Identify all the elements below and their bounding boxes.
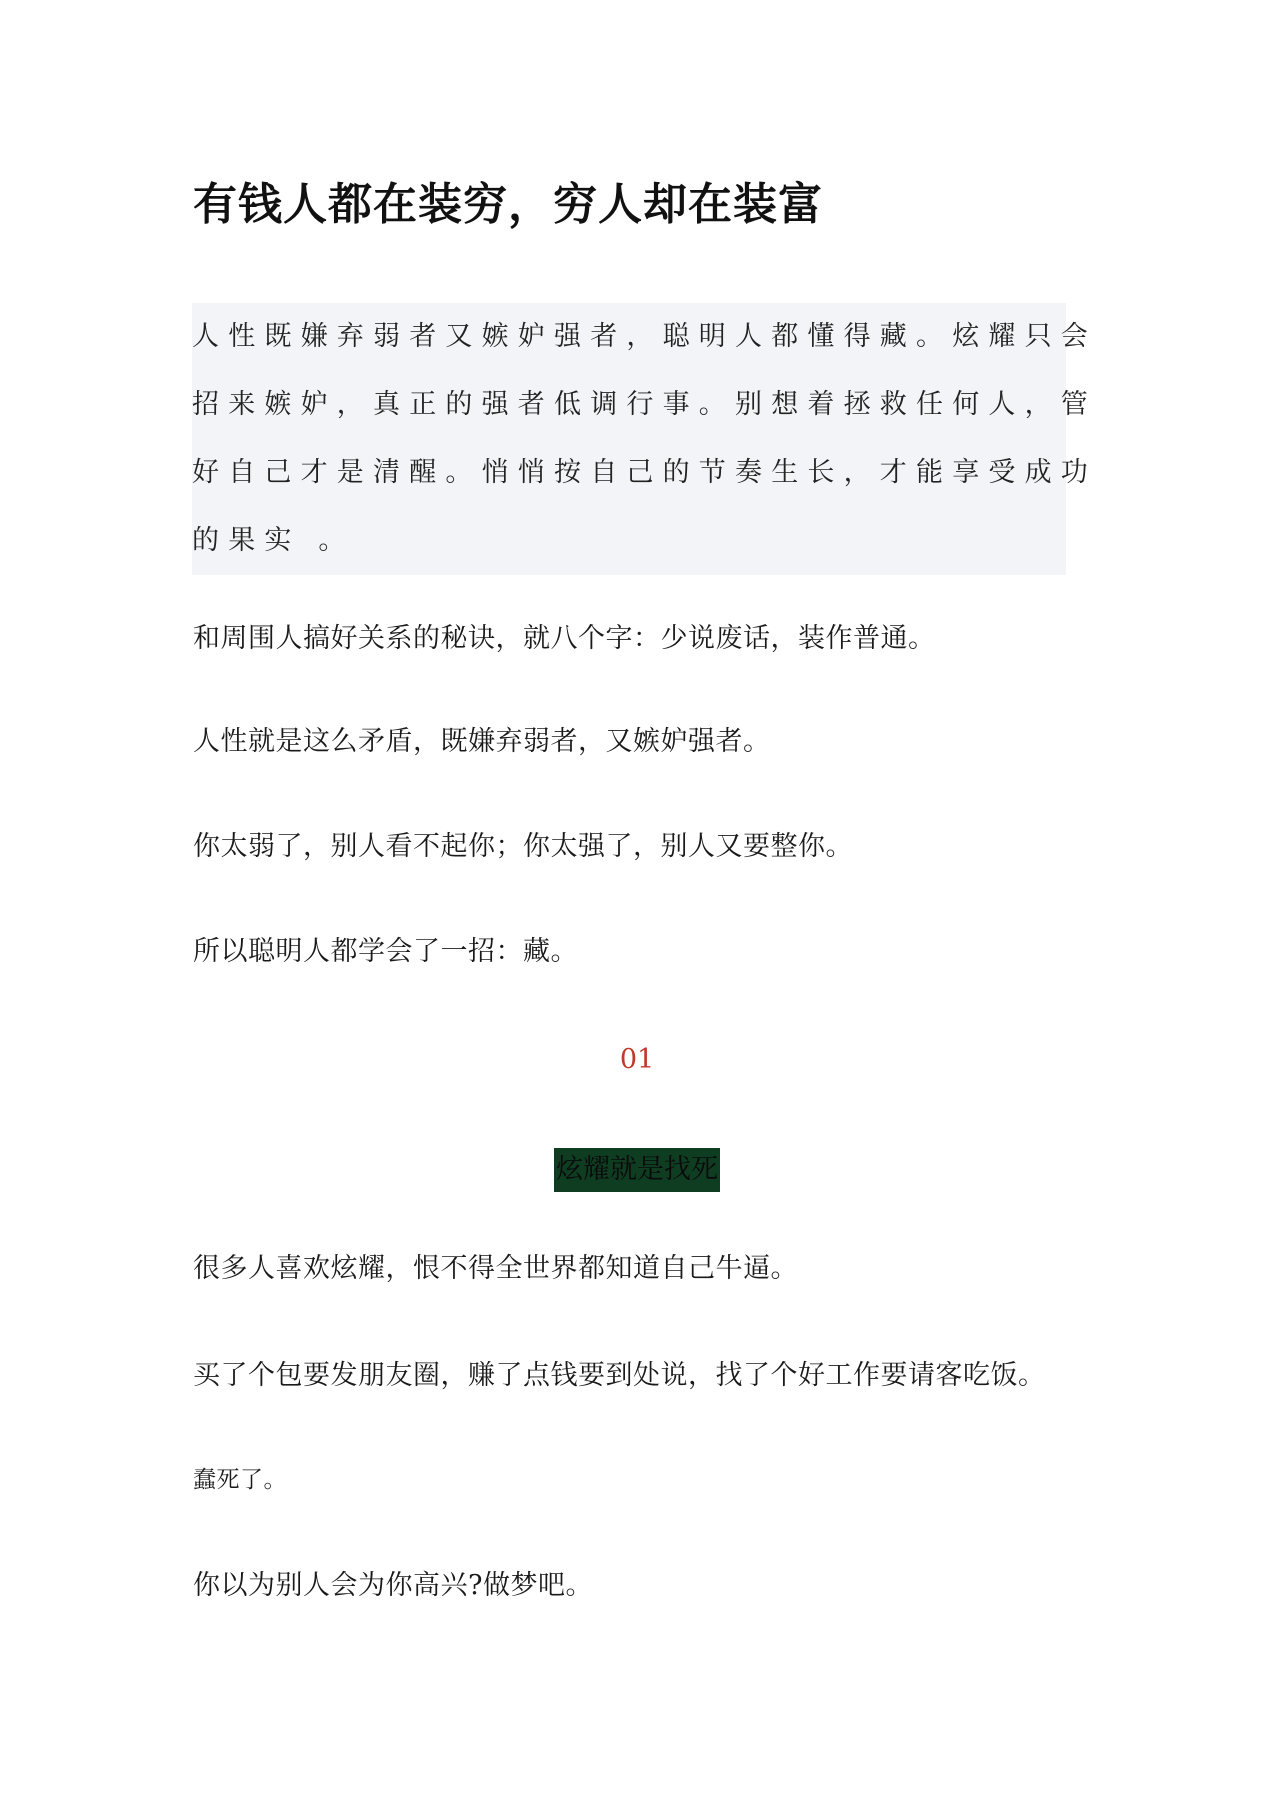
section-heading-wrap (0, 1148, 1274, 1192)
paragraph-section-3: 蠢死了。 (193, 1467, 287, 1493)
summary-text (192, 303, 1097, 575)
section-heading: 炫耀就是找死 (554, 1148, 720, 1192)
paragraph-section-1: 很多人喜欢炫耀，恨不得全世界都知道自己牛逼。 (193, 1253, 798, 1284)
paragraph-section-2: 买了个包要发朋友圈，赚了点钱要到处说，找了个好工作要请客吃饭。 (193, 1360, 1046, 1391)
summary-line: 好自己才是清醒。悄悄按自己的节奏生长，才能享受成功 (192, 457, 1097, 488)
section-number: 01 (619, 1044, 655, 1075)
summary-line: 的果实 。 (192, 525, 355, 556)
paragraph-intro-1: 和周围人搞好关系的秘诀，就八个字：少说废话，装作普通。 (193, 623, 936, 654)
paragraph-intro-3: 你太弱了，别人看不起你；你太强了，别人又要整你。 (193, 831, 853, 862)
summary-line: 招来嫉妒，真正的强者低调行事。别想着拯救任何人，管 (192, 389, 1097, 420)
paragraph-section-4: 你以为别人会为你高兴?做梦吧。 (193, 1570, 593, 1601)
article-title: 有钱人都在装穷，穷人却在装富 (193, 179, 823, 230)
paragraph-intro-2: 人性就是这么矛盾，既嫌弃弱者，又嫉妒强者。 (193, 726, 771, 757)
summary-box (192, 303, 1097, 575)
paragraph-intro-4: 所以聪明人都学会了一招：藏。 (193, 936, 578, 967)
summary-line: 人性既嫌弃弱者又嫉妒强者，聪明人都懂得藏。炫耀只会 (192, 321, 1097, 352)
